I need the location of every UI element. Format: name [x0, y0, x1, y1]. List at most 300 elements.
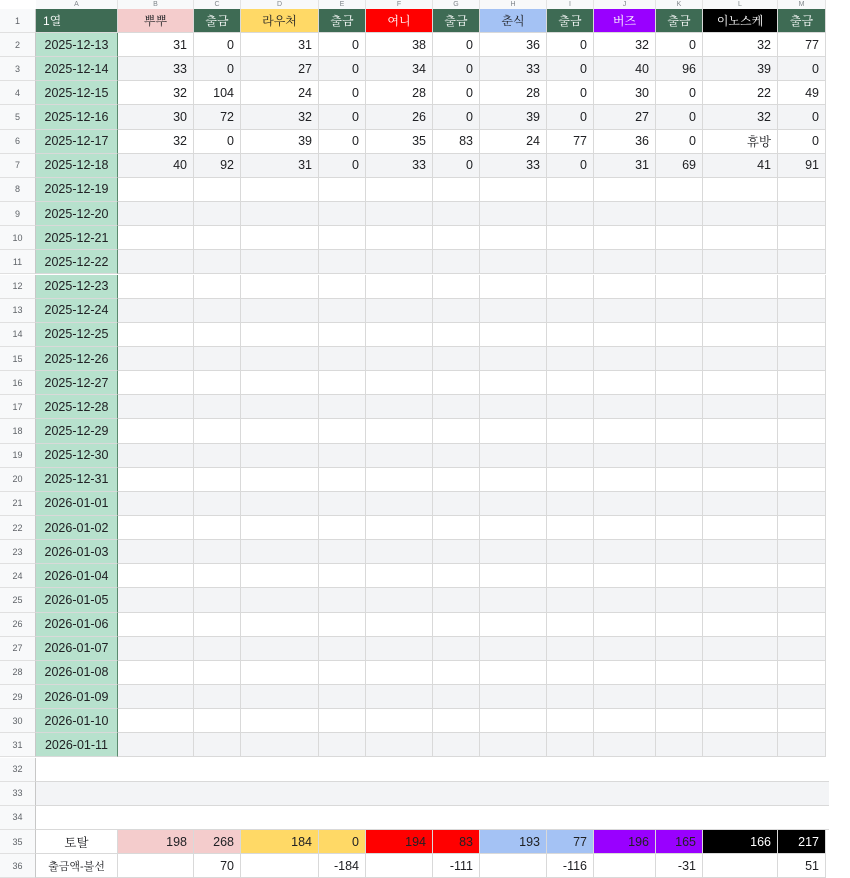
row-number[interactable]: 33 [0, 782, 36, 806]
data-cell[interactable] [656, 347, 703, 371]
row-number[interactable]: 18 [0, 419, 36, 443]
data-cell[interactable]: 34 [366, 57, 433, 81]
data-cell[interactable] [480, 299, 547, 323]
data-cell[interactable] [656, 323, 703, 347]
data-cell[interactable] [319, 275, 366, 299]
data-cell[interactable] [703, 588, 778, 612]
data-cell[interactable] [594, 733, 656, 757]
data-cell[interactable] [547, 613, 594, 637]
data-cell[interactable] [118, 275, 194, 299]
data-cell[interactable]: 31 [241, 154, 319, 178]
data-cell[interactable]: 27 [594, 105, 656, 129]
data-cell[interactable]: 0 [319, 105, 366, 129]
data-cell[interactable] [778, 685, 826, 709]
data-cell[interactable] [656, 733, 703, 757]
header-cell[interactable]: 춘식 [480, 9, 547, 33]
data-cell[interactable] [480, 613, 547, 637]
data-cell[interactable] [194, 444, 241, 468]
data-cell[interactable] [778, 468, 826, 492]
column-header-a[interactable]: A [36, 0, 118, 9]
total-cell[interactable]: 193 [480, 830, 547, 854]
data-cell[interactable] [594, 588, 656, 612]
data-cell[interactable] [241, 709, 319, 733]
data-cell[interactable] [480, 492, 547, 516]
data-cell[interactable] [194, 613, 241, 637]
row-number[interactable]: 17 [0, 395, 36, 419]
row-number[interactable]: 5 [0, 105, 36, 129]
withdrawal-diff-cell[interactable]: -184 [319, 854, 366, 878]
data-cell[interactable] [241, 685, 319, 709]
total-cell[interactable]: 194 [366, 830, 433, 854]
row-number[interactable]: 27 [0, 637, 36, 661]
data-cell[interactable] [480, 709, 547, 733]
row-number[interactable]: 6 [0, 130, 36, 154]
data-cell[interactable] [366, 637, 433, 661]
data-cell[interactable] [319, 202, 366, 226]
data-cell[interactable] [319, 588, 366, 612]
data-cell[interactable] [118, 395, 194, 419]
data-cell[interactable]: 69 [656, 154, 703, 178]
data-cell[interactable] [594, 613, 656, 637]
data-cell[interactable] [319, 540, 366, 564]
data-cell[interactable] [241, 275, 319, 299]
header-cell[interactable]: 여니 [366, 9, 433, 33]
data-cell[interactable] [778, 299, 826, 323]
header-cell[interactable]: 출금 [778, 9, 826, 33]
row-number[interactable]: 23 [0, 540, 36, 564]
data-cell[interactable] [433, 564, 480, 588]
data-cell[interactable] [778, 371, 826, 395]
data-cell[interactable] [594, 709, 656, 733]
empty-cell[interactable] [36, 806, 829, 830]
column-header-d[interactable]: D [241, 0, 319, 9]
data-cell[interactable] [241, 299, 319, 323]
date-cell[interactable]: 2025-12-18 [36, 154, 118, 178]
data-cell[interactable]: 33 [480, 57, 547, 81]
data-cell[interactable] [778, 661, 826, 685]
withdrawal-diff-cell[interactable] [366, 854, 433, 878]
data-cell[interactable] [433, 516, 480, 540]
data-cell[interactable] [778, 444, 826, 468]
data-cell[interactable] [656, 178, 703, 202]
data-cell[interactable]: 28 [366, 81, 433, 105]
date-cell[interactable]: 2025-12-17 [36, 130, 118, 154]
total-cell[interactable]: 268 [194, 830, 241, 854]
data-cell[interactable] [594, 637, 656, 661]
header-cell[interactable]: 출금 [547, 9, 594, 33]
data-cell[interactable] [547, 444, 594, 468]
data-cell[interactable] [778, 323, 826, 347]
data-cell[interactable] [480, 661, 547, 685]
data-cell[interactable] [366, 275, 433, 299]
data-cell[interactable] [594, 323, 656, 347]
data-cell[interactable] [703, 540, 778, 564]
data-cell[interactable] [118, 685, 194, 709]
data-cell[interactable] [366, 516, 433, 540]
date-cell[interactable]: 2025-12-24 [36, 299, 118, 323]
data-cell[interactable] [319, 468, 366, 492]
data-cell[interactable] [594, 540, 656, 564]
data-cell[interactable] [433, 202, 480, 226]
data-cell[interactable] [366, 371, 433, 395]
data-cell[interactable] [778, 275, 826, 299]
data-cell[interactable] [547, 371, 594, 395]
data-cell[interactable] [656, 685, 703, 709]
data-cell[interactable] [480, 226, 547, 250]
row-number[interactable]: 7 [0, 154, 36, 178]
data-cell[interactable] [703, 492, 778, 516]
column-header-b[interactable]: B [118, 0, 194, 9]
data-cell[interactable]: 0 [547, 154, 594, 178]
date-cell[interactable]: 2025-12-21 [36, 226, 118, 250]
data-cell[interactable]: 36 [594, 130, 656, 154]
date-cell[interactable]: 2026-01-05 [36, 588, 118, 612]
data-cell[interactable] [480, 275, 547, 299]
total-cell[interactable]: 184 [241, 830, 319, 854]
date-cell[interactable]: 2025-12-15 [36, 81, 118, 105]
data-cell[interactable]: 24 [480, 130, 547, 154]
data-cell[interactable] [594, 419, 656, 443]
data-cell[interactable]: 33 [366, 154, 433, 178]
data-cell[interactable] [366, 419, 433, 443]
data-cell[interactable] [703, 226, 778, 250]
data-cell[interactable] [194, 637, 241, 661]
data-cell[interactable]: 40 [118, 154, 194, 178]
data-cell[interactable] [594, 685, 656, 709]
total-cell[interactable]: 83 [433, 830, 480, 854]
date-cell[interactable]: 2025-12-29 [36, 419, 118, 443]
date-cell[interactable]: 2025-12-23 [36, 275, 118, 299]
data-cell[interactable] [194, 347, 241, 371]
data-cell[interactable]: 0 [433, 81, 480, 105]
data-cell[interactable] [319, 492, 366, 516]
data-cell[interactable] [480, 685, 547, 709]
data-cell[interactable] [366, 347, 433, 371]
data-cell[interactable] [241, 323, 319, 347]
data-cell[interactable]: 0 [656, 130, 703, 154]
data-cell[interactable] [703, 299, 778, 323]
column-header-l[interactable]: L [703, 0, 778, 9]
data-cell[interactable] [241, 444, 319, 468]
data-cell[interactable] [319, 419, 366, 443]
data-cell[interactable]: 0 [194, 130, 241, 154]
data-cell[interactable]: 휴방 [703, 130, 778, 154]
row-number[interactable]: 19 [0, 444, 36, 468]
data-cell[interactable] [656, 564, 703, 588]
data-cell[interactable] [594, 444, 656, 468]
row-number[interactable]: 36 [0, 854, 36, 878]
data-cell[interactable] [433, 613, 480, 637]
data-cell[interactable] [118, 202, 194, 226]
row-number[interactable]: 20 [0, 468, 36, 492]
data-cell[interactable] [194, 540, 241, 564]
total-cell[interactable]: 196 [594, 830, 656, 854]
row-number[interactable]: 9 [0, 202, 36, 226]
data-cell[interactable] [547, 637, 594, 661]
data-cell[interactable] [194, 178, 241, 202]
data-cell[interactable] [656, 371, 703, 395]
data-cell[interactable] [594, 275, 656, 299]
data-cell[interactable] [703, 250, 778, 274]
data-cell[interactable]: 31 [241, 33, 319, 57]
row-number[interactable]: 14 [0, 323, 36, 347]
data-cell[interactable] [241, 371, 319, 395]
data-cell[interactable] [547, 564, 594, 588]
row-number[interactable]: 31 [0, 733, 36, 757]
empty-cell[interactable] [36, 758, 829, 782]
data-cell[interactable] [703, 178, 778, 202]
withdrawal-diff-cell[interactable]: -111 [433, 854, 480, 878]
date-cell[interactable]: 2025-12-14 [36, 57, 118, 81]
data-cell[interactable] [319, 371, 366, 395]
data-cell[interactable] [366, 733, 433, 757]
data-cell[interactable] [241, 540, 319, 564]
data-cell[interactable] [547, 395, 594, 419]
date-cell[interactable]: 2026-01-02 [36, 516, 118, 540]
header-cell[interactable]: 출금 [319, 9, 366, 33]
data-cell[interactable] [433, 323, 480, 347]
data-cell[interactable] [433, 395, 480, 419]
data-cell[interactable] [480, 178, 547, 202]
data-cell[interactable]: 41 [703, 154, 778, 178]
withdrawal-diff-cell[interactable] [594, 854, 656, 878]
data-cell[interactable] [366, 661, 433, 685]
withdrawal-diff-cell[interactable]: 70 [194, 854, 241, 878]
data-cell[interactable] [547, 226, 594, 250]
date-cell[interactable]: 2026-01-09 [36, 685, 118, 709]
data-cell[interactable] [194, 564, 241, 588]
data-cell[interactable]: 49 [778, 81, 826, 105]
data-cell[interactable] [594, 468, 656, 492]
data-cell[interactable] [594, 202, 656, 226]
data-cell[interactable] [656, 516, 703, 540]
data-cell[interactable] [118, 516, 194, 540]
data-cell[interactable]: 0 [547, 81, 594, 105]
data-cell[interactable] [703, 516, 778, 540]
data-cell[interactable]: 32 [118, 130, 194, 154]
data-cell[interactable] [366, 492, 433, 516]
total-cell[interactable]: 0 [319, 830, 366, 854]
data-cell[interactable]: 0 [433, 57, 480, 81]
data-cell[interactable]: 33 [118, 57, 194, 81]
data-cell[interactable] [118, 444, 194, 468]
row-number[interactable]: 34 [0, 806, 36, 830]
data-cell[interactable] [547, 492, 594, 516]
data-cell[interactable]: 0 [319, 33, 366, 57]
data-cell[interactable] [194, 371, 241, 395]
data-cell[interactable]: 28 [480, 81, 547, 105]
data-cell[interactable] [241, 492, 319, 516]
data-cell[interactable] [778, 540, 826, 564]
data-cell[interactable] [319, 395, 366, 419]
date-cell[interactable]: 2026-01-10 [36, 709, 118, 733]
total-cell[interactable]: 217 [778, 830, 826, 854]
data-cell[interactable] [366, 178, 433, 202]
data-cell[interactable] [241, 661, 319, 685]
data-cell[interactable] [778, 202, 826, 226]
row-number[interactable]: 22 [0, 516, 36, 540]
data-cell[interactable] [319, 709, 366, 733]
data-cell[interactable] [433, 371, 480, 395]
data-cell[interactable] [778, 733, 826, 757]
data-cell[interactable] [480, 202, 547, 226]
data-cell[interactable] [118, 540, 194, 564]
data-cell[interactable] [703, 202, 778, 226]
header-cell[interactable]: 출금 [656, 9, 703, 33]
data-cell[interactable] [194, 419, 241, 443]
data-cell[interactable]: 0 [656, 81, 703, 105]
date-cell[interactable]: 2025-12-25 [36, 323, 118, 347]
data-cell[interactable] [656, 588, 703, 612]
data-cell[interactable] [547, 733, 594, 757]
data-cell[interactable] [778, 516, 826, 540]
data-cell[interactable] [319, 226, 366, 250]
data-cell[interactable] [366, 226, 433, 250]
data-cell[interactable] [656, 299, 703, 323]
date-cell[interactable]: 2026-01-04 [36, 564, 118, 588]
data-cell[interactable] [118, 709, 194, 733]
data-cell[interactable]: 0 [778, 130, 826, 154]
data-cell[interactable] [433, 661, 480, 685]
data-cell[interactable] [366, 564, 433, 588]
data-cell[interactable]: 77 [778, 33, 826, 57]
row-number[interactable]: 29 [0, 685, 36, 709]
data-cell[interactable] [118, 492, 194, 516]
data-cell[interactable] [594, 564, 656, 588]
data-cell[interactable]: 26 [366, 105, 433, 129]
data-cell[interactable]: 96 [656, 57, 703, 81]
data-cell[interactable] [433, 250, 480, 274]
data-cell[interactable] [118, 564, 194, 588]
data-cell[interactable] [118, 588, 194, 612]
data-cell[interactable]: 31 [594, 154, 656, 178]
data-cell[interactable] [118, 419, 194, 443]
data-cell[interactable]: 0 [656, 105, 703, 129]
data-cell[interactable]: 31 [118, 33, 194, 57]
date-cell[interactable]: 2026-01-11 [36, 733, 118, 757]
withdrawal-diff-cell[interactable]: 51 [778, 854, 826, 878]
data-cell[interactable]: 30 [118, 105, 194, 129]
data-cell[interactable] [703, 323, 778, 347]
data-cell[interactable]: 0 [656, 33, 703, 57]
data-cell[interactable] [547, 202, 594, 226]
data-cell[interactable] [194, 661, 241, 685]
data-cell[interactable] [703, 444, 778, 468]
data-cell[interactable] [433, 468, 480, 492]
data-cell[interactable] [703, 613, 778, 637]
data-cell[interactable] [433, 178, 480, 202]
data-cell[interactable]: 40 [594, 57, 656, 81]
data-cell[interactable] [547, 323, 594, 347]
data-cell[interactable] [778, 492, 826, 516]
data-cell[interactable] [778, 226, 826, 250]
data-cell[interactable]: 77 [547, 130, 594, 154]
date-cell[interactable]: 2025-12-31 [36, 468, 118, 492]
data-cell[interactable]: 0 [547, 57, 594, 81]
header-cell[interactable]: 라우처 [241, 9, 319, 33]
row-number[interactable]: 16 [0, 371, 36, 395]
data-cell[interactable] [703, 395, 778, 419]
data-cell[interactable]: 0 [194, 33, 241, 57]
data-cell[interactable] [778, 709, 826, 733]
withdrawal-diff-cell[interactable]: -31 [656, 854, 703, 878]
date-cell[interactable]: 2026-01-07 [36, 637, 118, 661]
data-cell[interactable] [656, 202, 703, 226]
data-cell[interactable]: 91 [778, 154, 826, 178]
data-cell[interactable] [319, 685, 366, 709]
withdrawal-diff-cell[interactable]: -116 [547, 854, 594, 878]
data-cell[interactable] [703, 275, 778, 299]
date-cell[interactable]: 2026-01-03 [36, 540, 118, 564]
data-cell[interactable]: 27 [241, 57, 319, 81]
data-cell[interactable] [433, 588, 480, 612]
data-cell[interactable] [778, 347, 826, 371]
data-cell[interactable]: 72 [194, 105, 241, 129]
data-cell[interactable] [118, 347, 194, 371]
row-number[interactable]: 8 [0, 178, 36, 202]
data-cell[interactable]: 0 [433, 33, 480, 57]
data-cell[interactable] [594, 661, 656, 685]
data-cell[interactable] [194, 709, 241, 733]
data-cell[interactable] [118, 323, 194, 347]
data-cell[interactable] [656, 395, 703, 419]
data-cell[interactable] [480, 419, 547, 443]
total-cell[interactable]: 165 [656, 830, 703, 854]
data-cell[interactable] [118, 250, 194, 274]
data-cell[interactable]: 0 [319, 130, 366, 154]
data-cell[interactable] [241, 226, 319, 250]
date-cell[interactable]: 2025-12-22 [36, 250, 118, 274]
row-number[interactable]: 12 [0, 275, 36, 299]
data-cell[interactable] [594, 250, 656, 274]
row-number[interactable]: 4 [0, 81, 36, 105]
data-cell[interactable] [241, 613, 319, 637]
row-number[interactable]: 28 [0, 661, 36, 685]
total-cell[interactable]: 198 [118, 830, 194, 854]
data-cell[interactable] [778, 564, 826, 588]
data-cell[interactable] [194, 492, 241, 516]
data-cell[interactable] [703, 685, 778, 709]
data-cell[interactable] [656, 250, 703, 274]
data-cell[interactable] [480, 564, 547, 588]
header-cell[interactable]: 1열 [36, 9, 118, 33]
data-cell[interactable] [433, 733, 480, 757]
data-cell[interactable] [594, 299, 656, 323]
data-cell[interactable] [194, 685, 241, 709]
data-cell[interactable] [547, 347, 594, 371]
date-cell[interactable]: 2025-12-30 [36, 444, 118, 468]
date-cell[interactable]: 2025-12-20 [36, 202, 118, 226]
data-cell[interactable]: 0 [547, 33, 594, 57]
data-cell[interactable] [433, 637, 480, 661]
data-cell[interactable] [319, 564, 366, 588]
header-cell[interactable]: 이노스케 [703, 9, 778, 33]
data-cell[interactable] [656, 419, 703, 443]
data-cell[interactable]: 0 [194, 57, 241, 81]
data-cell[interactable]: 35 [366, 130, 433, 154]
data-cell[interactable] [547, 299, 594, 323]
header-cell[interactable]: 뿌뿌 [118, 9, 194, 33]
data-cell[interactable] [703, 468, 778, 492]
data-cell[interactable] [241, 516, 319, 540]
data-cell[interactable] [433, 419, 480, 443]
data-cell[interactable] [433, 444, 480, 468]
data-cell[interactable] [194, 395, 241, 419]
data-cell[interactable] [118, 637, 194, 661]
total-cell[interactable]: 77 [547, 830, 594, 854]
data-cell[interactable]: 104 [194, 81, 241, 105]
data-cell[interactable] [656, 709, 703, 733]
